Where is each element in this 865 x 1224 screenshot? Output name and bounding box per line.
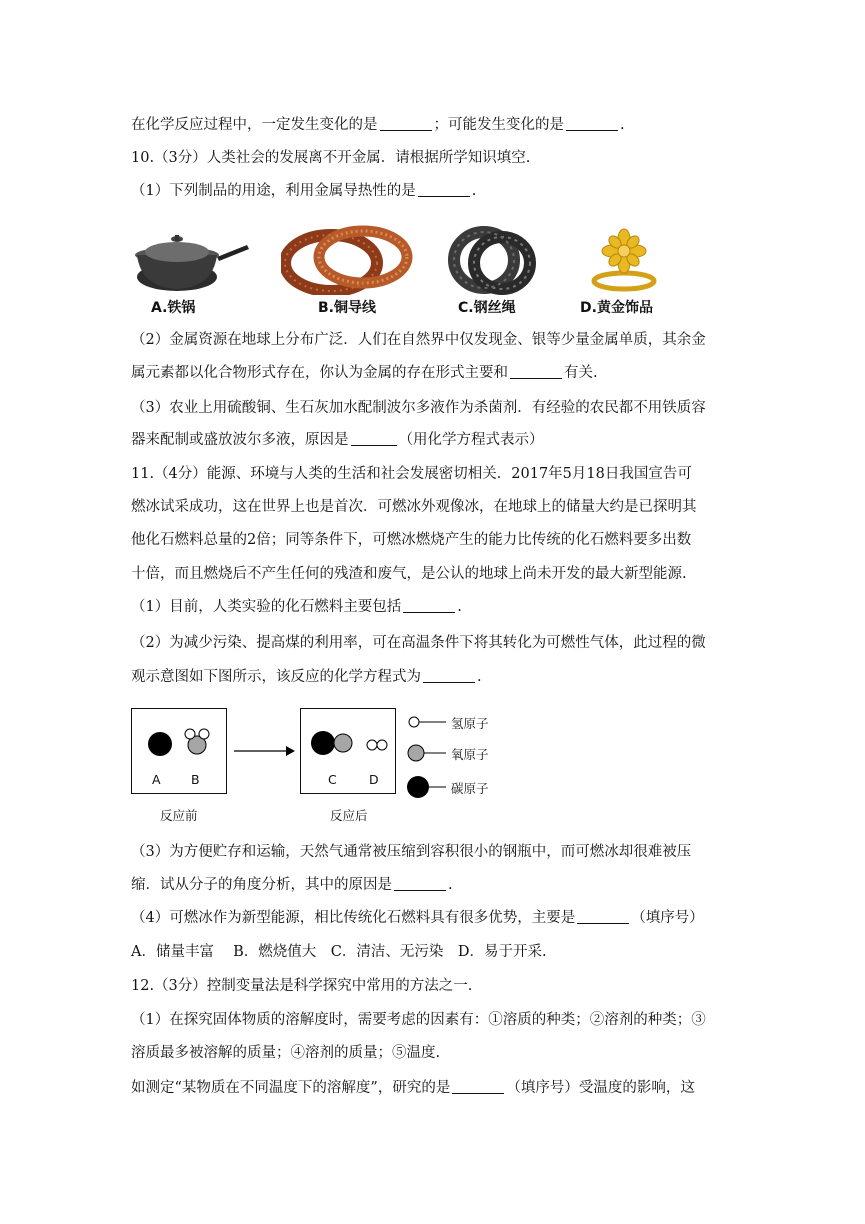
question-11-part-3: （3）为方便贮存和运输，天然气通常被压缩到容积很小的钢瓶中，而可燃冰却很难被压	[131, 844, 692, 860]
product-caption: C.钢丝绳	[458, 300, 516, 316]
question-12-title: 12.（3分）控制变量法是科学探究中常用的方法之一.	[131, 978, 473, 994]
text-line: 观示意图如下图所示，该反应的化学方程式为 .	[131, 669, 482, 685]
legend-icons	[404, 712, 449, 802]
question-10-title: 10.（3分）人类社会的发展离不开金属．请根据所学知识填空.	[131, 150, 531, 166]
gold-ring-icon	[576, 225, 716, 295]
steel-wire-icon	[446, 225, 586, 295]
text-line: 如测定“某物质在不同温度下的溶解度”，研究的是 （填序号）受温度的影响，这	[131, 1080, 695, 1096]
question-11-options: A．储量丰富 B．燃烧值大 C．清洁、无污染 D．易于开采.	[131, 944, 547, 960]
product-images	[131, 225, 691, 325]
question-11-part-1: （1）目前，人类实验的化石燃料主要包括 .	[131, 599, 462, 615]
molecule-icon	[132, 709, 226, 769]
question-10-part-1: （1）下列制品的用途，利用金属导热性的是 .	[131, 183, 477, 199]
answer-blank[interactable]	[380, 115, 432, 131]
after-caption: 反应后	[330, 808, 368, 823]
after-reaction-box	[300, 708, 396, 794]
answer-blank[interactable]	[577, 908, 629, 924]
text-line: 器来配制或盛放波尔多液，原因是 （用化学方程式表示）	[131, 432, 544, 448]
answer-blank[interactable]	[394, 875, 446, 891]
product-caption: B.铜导线	[318, 300, 376, 316]
text-line: 燃冰试采成功，这在世界上也是首次．可燃冰外观像冰，在地球上的储量大约是已探明其	[131, 499, 697, 515]
before-caption: 反应前	[160, 808, 198, 823]
answer-blank[interactable]	[452, 1078, 504, 1094]
answer-blank[interactable]	[510, 363, 562, 379]
answer-blank[interactable]	[351, 430, 397, 446]
answer-blank[interactable]	[418, 181, 470, 197]
molecule-label-d: D	[369, 772, 379, 787]
question-11-part-4: （4）可燃冰作为新型能源，相比传统化石燃料具有很多优势，主要是 （填序号）	[131, 910, 704, 926]
question-11-title: 11.（4分）能源、环境与人类的生活和社会发展密切相关．2017年5月18日我国宣告可	[131, 466, 692, 482]
molecule-label-c: C	[328, 772, 337, 787]
arrow-icon	[232, 744, 297, 758]
molecule-label-a: A	[152, 772, 161, 787]
text-line: 在化学反应过程中，一定发生变化的是 ；可能发生变化的是 .	[131, 117, 625, 133]
product-caption: A.铁锅	[151, 300, 196, 316]
text-line: 溶质最多被溶解的质量；④溶剂的质量；⑤温度.	[131, 1045, 441, 1061]
legend-carbon: 碳原子	[451, 781, 489, 796]
product-item	[446, 225, 586, 323]
product-caption: D.黄金饰品	[580, 300, 653, 316]
molecule-label-b: B	[191, 772, 200, 787]
copper-wire-icon	[281, 225, 421, 295]
question-12-part-1: （1）在探究固体物质的溶解度时，需要考虑的因素有：①溶质的种类；②溶剂的种类；③	[131, 1012, 706, 1028]
text-line: 属元素都以化合物形式存在，你认为金属的存在形式主要和 有关.	[131, 365, 598, 381]
answer-blank[interactable]	[423, 667, 475, 683]
legend-oxygen: 氧原子	[451, 747, 489, 762]
wok-icon	[131, 225, 271, 295]
answer-blank[interactable]	[566, 115, 618, 131]
question-10-part-3: （3）农业上用硫酸铜、生石灰加水配制波尔多液作为杀菌剂．有经验的农民都不用铁质容	[131, 400, 706, 416]
legend-hydrogen: 氢原子	[451, 716, 489, 731]
product-item	[576, 225, 716, 323]
question-11-part-2: （2）为减少污染、提高煤的利用率，可在高温条件下将其转化为可燃性气体，此过程的微	[131, 635, 706, 651]
before-reaction-box	[131, 708, 227, 794]
product-item	[131, 225, 271, 323]
text-line: 十倍，而且燃烧后不产生任何的残渣和废气，是公认的地球上尚未开发的最大新型能源.	[131, 566, 687, 582]
answer-blank[interactable]	[403, 597, 455, 613]
text-line: 缩．试从分子的角度分析，其中的原因是 .	[131, 877, 453, 893]
text-line: 他化石燃料总量的2倍；同等条件下，可燃冰燃烧产生的能力比传统的化石燃料要多出数	[131, 532, 692, 548]
molecule-icon	[301, 709, 395, 769]
product-item	[281, 225, 421, 323]
question-10-part-2: （2）金属资源在地球上分布广泛．人们在自然界中仅发现金、银等少量金属单质，其余金	[131, 332, 706, 348]
